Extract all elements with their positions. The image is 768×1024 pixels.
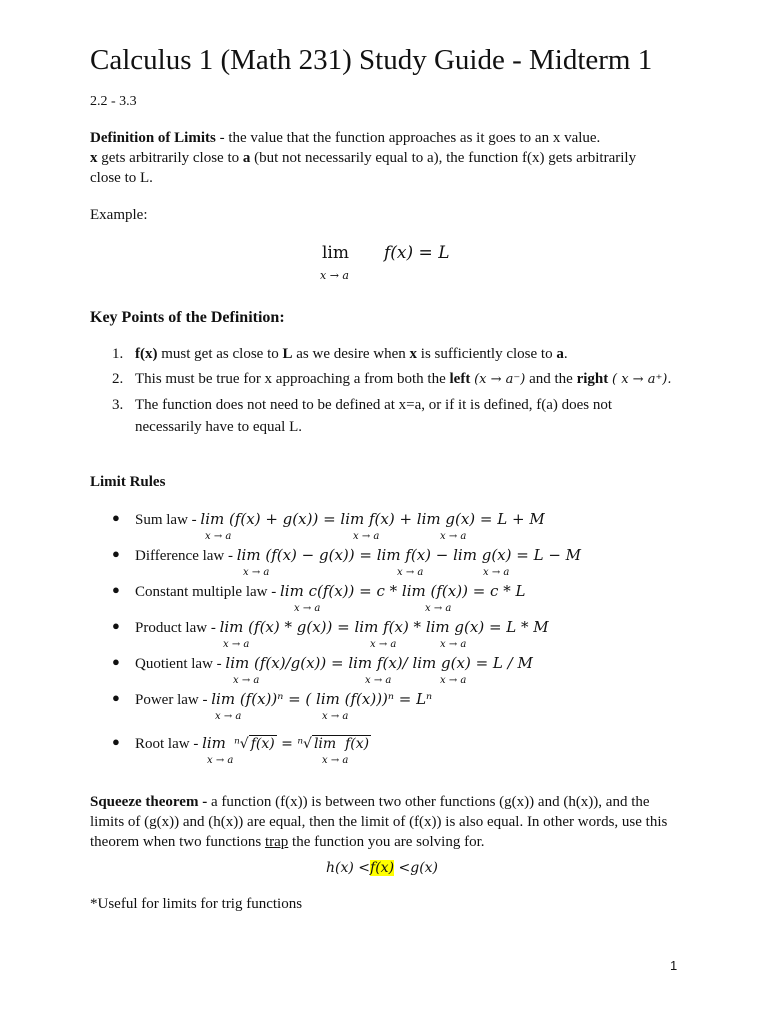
key-points-heading: Key Points of the Definition: <box>90 309 285 326</box>
page-title: Calculus 1 (Math 231) Study Guide - Midterm 1 <box>90 44 653 76</box>
limit-rules-heading: Limit Rules <box>90 474 166 490</box>
key-point-2: 2. This must be true for x approaching a from both the left (x → a⁻) and the right ( x → a⁺). <box>112 371 672 387</box>
bullet-icon: ● <box>112 582 120 597</box>
sections-range: 2.2 - 3.3 <box>90 94 137 109</box>
definition-term: Definition of Limits <box>90 130 216 146</box>
trig-note: *Useful for limits for trig functions <box>90 896 303 912</box>
key-point-1: 1. f(x) must get as close to L as we desire when x is sufficiently close to a. <box>112 346 568 362</box>
example-limit-formula: lim x → a f(x) = L <box>320 243 450 282</box>
bullet-icon: ● <box>112 618 120 633</box>
squeeze-term: Squeeze theorem - <box>90 794 211 810</box>
rule-root-law: ● Root law - lim ⁿ√ f(x) = ⁿ√ lim f(x) x → a x → a <box>112 734 370 766</box>
key-point-3: 3. The function does not need to be defined at x=a, or if it is defined, f(a) does not necessarily have to equal L. <box>112 397 613 435</box>
rule-quotient-law: ● Quotient law - lim (f(x)/g(x)) = lim f(x)/ lim g(x) = L / M x → a x → a x → a <box>112 654 533 686</box>
definition-paragraph: Definition of Limits - the value that the function approaches as it goes to an x value. x gets arbitrarily close to a (but not necessarily equal to a), the function f(x) gets arbitrarily close to L. <box>90 130 637 186</box>
rule-sum-law: ● Sum law - lim (f(x) + g(x)) = lim f(x) + lim g(x) = L + M x → a x → a x → a <box>112 510 545 542</box>
key-points-list <box>90 343 680 441</box>
page-number: 1 <box>670 958 678 973</box>
highlighted-fx: f(x) <box>370 860 395 876</box>
nth-root-expression: ⁿ√ f(x) = ⁿ√ lim f(x) <box>229 736 370 752</box>
example-label: Example: <box>90 207 148 223</box>
rule-constant-multiple-law: ● Constant multiple law - lim c(f(x)) = c * lim (f(x)) = c * L x → a x → a <box>112 582 526 614</box>
bullet-icon: ● <box>112 690 120 705</box>
limit-rules-list <box>90 510 690 778</box>
rule-product-law: ● Product law - lim (f(x) * g(x)) = lim f(x) * lim g(x) = L * M x → a x → a x → a <box>112 618 549 650</box>
bullet-icon: ● <box>112 654 120 669</box>
rule-power-law: ● Power law - lim (f(x))ⁿ = ( lim (f(x)))ⁿ = Lⁿ x → a x → a <box>112 690 433 722</box>
squeeze-theorem-paragraph: Squeeze theorem - a function (f(x)) is between two other functions (g(x)) and (h(x)), and the limits of (g(x)) and (h(x)) are equal, then the limit of (f(x)) is also equal. In other words, use this theorem when two functions trap the function you are solving for. <box>90 794 668 850</box>
rule-difference-law: ● Difference law - lim (f(x) − g(x)) = lim f(x) − lim g(x) = L − M x → a x → a x → a <box>112 546 582 578</box>
bullet-icon: ● <box>112 510 120 525</box>
squeeze-inequality: h(x) <f(x) <g(x) <box>326 860 439 876</box>
bullet-icon: ● <box>112 734 120 749</box>
bullet-icon: ● <box>112 546 120 561</box>
